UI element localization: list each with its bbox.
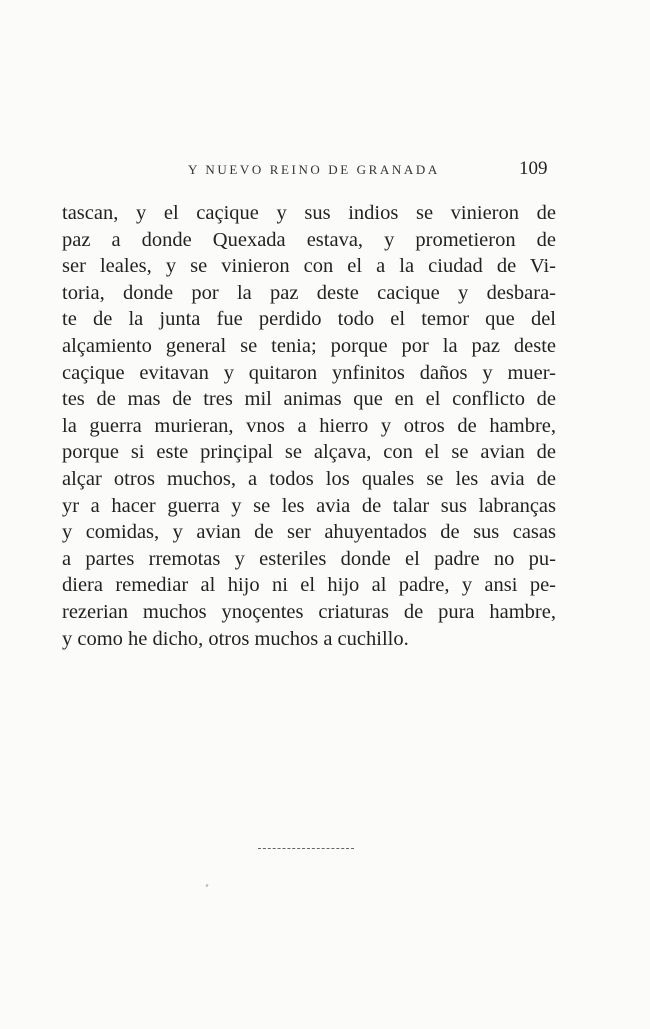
body-text — [62, 200, 556, 652]
text-line: rezerian muchos ynoçentes criaturas de pura hambre, — [62, 600, 556, 623]
text-line: yr a hacer guerra y se les avia de talar sus labranças — [62, 494, 556, 517]
text-line: ser leales, y se vinieron con el a la ciudad de Vi- — [62, 255, 556, 278]
paper-speck — [205, 884, 208, 888]
text-line: porque si este prinçipal se alçava, con el se avian de — [62, 441, 556, 464]
text-line: te de la junta fue perdido todo el temor que del — [62, 308, 556, 331]
text-line: alçar otros muchos, a todos los quales se les avia de — [62, 467, 556, 490]
text-line: y comidas, y avian de ser ahuyentados de sus casas — [62, 521, 556, 544]
text-line: paz a donde Quexada estava, y prometieron de — [62, 228, 556, 251]
text-line: toria, donde por la paz deste cacique y desbara- — [62, 281, 556, 304]
text-line: caçique evitavan y quitaron ynfinitos daños y muer- — [62, 361, 556, 384]
text-line: y como he dicho, otros muchos a cuchillo. — [62, 627, 409, 650]
text-line: diera remediar al hijo ni el hijo al padre, y ansi pe- — [62, 574, 556, 597]
page-number: 109 — [519, 158, 548, 179]
text-line: tes de mas de tres mil animas que en el conflicto de — [62, 388, 556, 411]
text-line: la guerra murieran, vnos a hierro y otros de hambre, — [62, 414, 556, 437]
text-line: alçamiento general se tenia; porque por la paz deste — [62, 334, 556, 357]
text-line: tascan, y el caçique y sus indios se vinieron de — [62, 202, 556, 224]
text-line: a partes rremotas y esteriles donde el padre no pu- — [62, 547, 556, 570]
end-rule — [258, 848, 354, 849]
running-head: Y NUEVO REINO DE GRANADA — [188, 162, 440, 177]
